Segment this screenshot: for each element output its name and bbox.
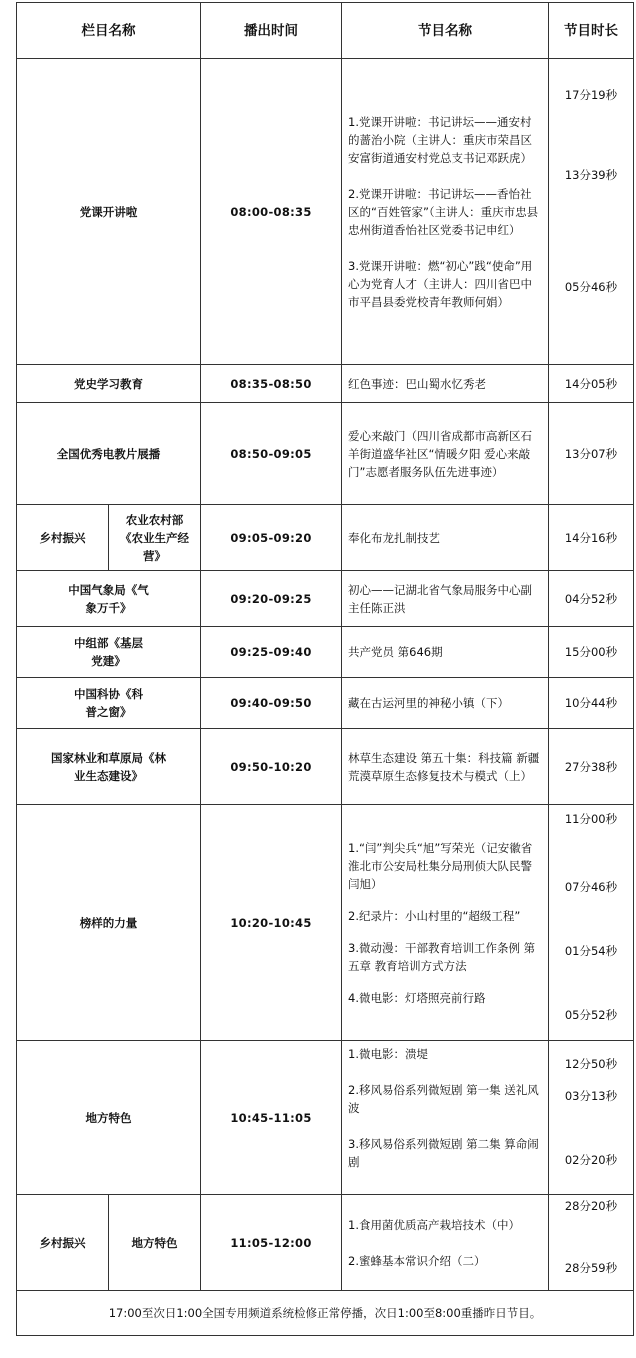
- duration: 14分05秒: [549, 365, 634, 403]
- column-name: 榜样的力量: [17, 805, 201, 1041]
- program-item: 2.移风易俗系列微短剧 第一集 送礼风波: [348, 1083, 539, 1115]
- sub-column-name: 地方特色: [109, 1195, 201, 1291]
- duration: 28分20秒: [564, 1198, 618, 1213]
- duration: 12分50秒: [564, 1056, 618, 1071]
- duration: 27分38秒: [549, 729, 634, 805]
- air-time: 10:20-10:45: [201, 805, 342, 1041]
- duration-cell: [549, 1195, 634, 1291]
- column-name: 地方特色: [17, 1041, 201, 1195]
- table-row: [17, 403, 634, 505]
- program-item: 藏在古运河里的神秘小镇（下）: [342, 678, 549, 729]
- air-time: 09:05-09:20: [201, 505, 342, 571]
- duration: 17分19秒: [564, 87, 618, 102]
- footer-row: [17, 1291, 634, 1336]
- air-time: 10:45-11:05: [201, 1041, 342, 1195]
- duration: 02分20秒: [564, 1152, 618, 1167]
- duration: 13分39秒: [564, 167, 618, 182]
- program-list: [342, 1041, 549, 1195]
- program-item: 奉化布龙扎制技艺: [342, 505, 549, 571]
- program-item: 2.党课开讲啦：书记讲坛——香怡社区的“百姓管家”（主讲人：重庆市忠县忠州街道香怡社区党委书记申红）: [348, 186, 539, 237]
- program-item: 1.“闫”判尖兵“旭”写荣光（记安徽省淮北市公安局杜集分局刑侦大队民警闫旭）: [348, 840, 533, 891]
- program-item: 林草生态建设 第五十集：科技篇 新疆荒漠草原生态修复技术与模式（上）: [342, 729, 549, 805]
- column-name: 党课开讲啦: [17, 59, 201, 365]
- duration: 04分52秒: [549, 571, 634, 627]
- column-name: 中组部《基层党建》: [17, 627, 201, 678]
- column-name: 中国气象局《气象万千》: [17, 571, 201, 627]
- air-time: 08:00-08:35: [201, 59, 342, 365]
- program-item: 红色事迹：巴山蜀水忆秀老: [342, 365, 549, 403]
- program-item: 1.微电影：溃堤: [348, 1047, 428, 1061]
- program-item: 初心——记湖北省气象局服务中心副主任陈正洪: [342, 571, 549, 627]
- program-item: 3.微动漫：干部教育培训工作条例 第五章 教育培训方式方法: [348, 940, 536, 973]
- footer-note: 17:00至次日1:00全国专用频道系统检修正常停播，次日1:00至8:00重播昨日节目。: [17, 1291, 634, 1336]
- table-row: [17, 805, 634, 1041]
- header-program-name: 节目名称: [342, 3, 549, 59]
- program-item: 2.纪录片：小山村里的“超级工程”: [348, 908, 521, 923]
- header-air-time: 播出时间: [201, 3, 342, 59]
- column-name: 乡村振兴: [17, 505, 109, 571]
- header-row: [17, 3, 634, 59]
- air-time: 09:20-09:25: [201, 571, 342, 627]
- table-row: [17, 571, 634, 627]
- column-name: 国家林业和草原局《林业生态建设》: [17, 729, 201, 805]
- duration: 01分54秒: [564, 943, 618, 958]
- column-name: 党史学习教育: [17, 365, 201, 403]
- program-item: 3.移风易俗系列微短剧 第二集 算命闹剧: [348, 1137, 539, 1169]
- sub-column-name: 农业农村部《农业生产经营》: [109, 505, 201, 571]
- program-item: 4.微电影：灯塔照亮前行路: [348, 990, 486, 1005]
- duration: 07分46秒: [564, 879, 618, 894]
- table-row: [17, 505, 634, 571]
- column-name: 乡村振兴: [17, 1195, 109, 1291]
- duration-cell: [549, 805, 634, 1041]
- air-time: 08:35-08:50: [201, 365, 342, 403]
- program-list: [342, 1195, 549, 1291]
- duration: 10分44秒: [549, 678, 634, 729]
- program-item: 2.蜜蜂基本常识介绍（二）: [348, 1253, 486, 1268]
- duration: 11分00秒: [564, 811, 618, 826]
- program-item: 1.食用菌优质高产栽培技术（中）: [348, 1217, 520, 1232]
- duration: 05分46秒: [564, 279, 618, 294]
- program-item: 共产党员 第646期: [342, 627, 549, 678]
- table-row: [17, 365, 634, 403]
- duration: 03分13秒: [564, 1088, 618, 1103]
- duration: 28分59秒: [564, 1260, 618, 1275]
- duration: 05分52秒: [564, 1007, 618, 1022]
- header-duration: 节目时长: [549, 3, 634, 59]
- table-row: [17, 678, 634, 729]
- table-row: [17, 627, 634, 678]
- program-list: [342, 805, 549, 1041]
- schedule-table: [16, 2, 634, 1336]
- program-list: [342, 59, 549, 365]
- column-name: 全国优秀电教片展播: [17, 403, 201, 505]
- table-row: [17, 729, 634, 805]
- air-time: 09:50-10:20: [201, 729, 342, 805]
- duration: 15分00秒: [549, 627, 634, 678]
- program-item: 3.党课开讲啦：燃“初心”践“使命”用心为党育人才（主讲人：四川省巴中市平昌县委党校青年教师何娟）: [348, 258, 533, 309]
- duration-cell: [549, 59, 634, 365]
- air-time: 09:25-09:40: [201, 627, 342, 678]
- duration: 14分16秒: [549, 505, 634, 571]
- program-item: 爱心来敲门（四川省成都市高新区石羊街道盛华社区“情暖夕阳 爱心来敲门”志愿者服务队伍先进事迹）: [342, 403, 549, 505]
- air-time: 08:50-09:05: [201, 403, 342, 505]
- table-row: [17, 59, 634, 365]
- air-time: 11:05-12:00: [201, 1195, 342, 1291]
- table-row: [17, 1195, 634, 1291]
- program-item: 1.党课开讲啦：书记讲坛——通安村的蔷治小院（主讲人：重庆市荣昌区安富街道通安村党总支书记邓跃虎）: [348, 114, 532, 165]
- table-row: [17, 1041, 634, 1195]
- header-column-name: 栏目名称: [17, 3, 201, 59]
- duration-cell: [549, 1041, 634, 1195]
- air-time: 09:40-09:50: [201, 678, 342, 729]
- duration: 13分07秒: [549, 403, 634, 505]
- column-name: 中国科协《科普之窗》: [17, 678, 201, 729]
